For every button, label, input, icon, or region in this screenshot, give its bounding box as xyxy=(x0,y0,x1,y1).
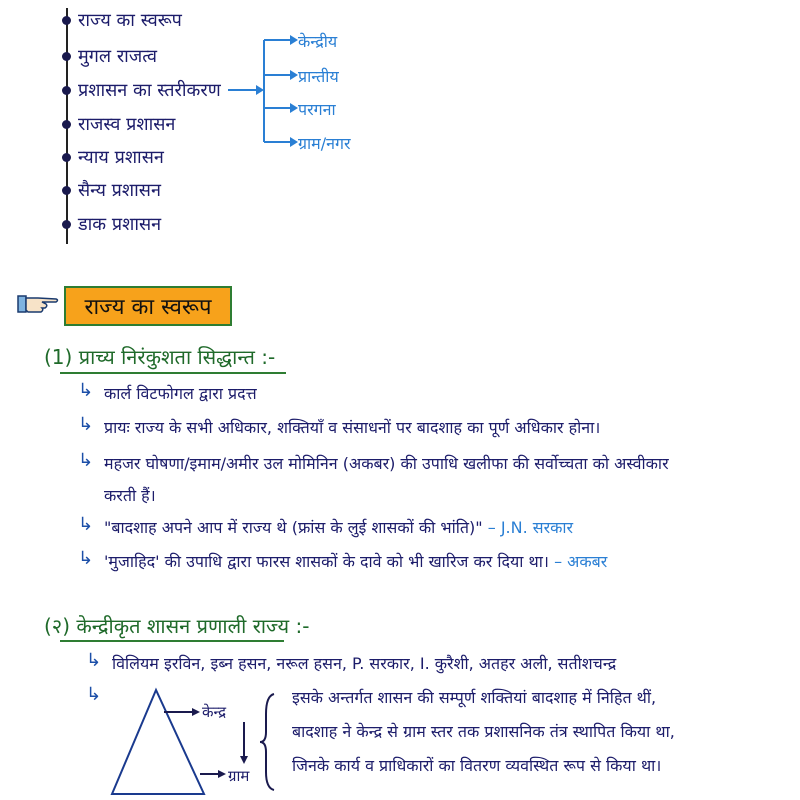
bullet-dot xyxy=(62,86,71,95)
attribution: – J.N. सरकार xyxy=(487,518,574,537)
branch-connector xyxy=(228,30,308,150)
point-text: महजर घोषणा/इमाम/अमीर उल मोमिनिन (अकबर) की उपाधि खलीफा की सर्वोच्चता को अस्वीकार xyxy=(104,454,669,473)
point-text: कार्ल विटफोगल द्वारा प्रदत्त xyxy=(104,384,257,403)
point-text xyxy=(104,516,573,538)
description-line: जिनके कार्य व प्राधिकारों का वितरण व्यवस्थित रूप से किया था। xyxy=(292,756,662,775)
topic-label: न्याय प्रशासन xyxy=(78,147,164,168)
description-line: इसके अन्तर्गत शासन की सम्पूर्ण शक्तियां बादशाह में निहित थीं, xyxy=(292,688,657,707)
section1-title: (1) प्राच्य निरंकुशता सिद्धान्त :- xyxy=(44,345,276,369)
level-village-town: ग्राम/नगर xyxy=(298,134,351,153)
point-text-continued: करती हैं। xyxy=(104,486,156,505)
topic-label: प्रशासन का स्तरीकरण xyxy=(78,80,221,101)
bullet-dot xyxy=(62,153,71,162)
section2-title: (२) केन्द्रीकृत शासन प्रणाली राज्य :- xyxy=(44,614,310,638)
hook-arrow-icon: ↳ xyxy=(86,650,102,671)
level-provincial: प्रान्तीय xyxy=(298,67,339,86)
topic-label: सैन्य प्रशासन xyxy=(78,180,161,201)
mujahid-text: 'मुजाहिद' की उपाधि द्वारा फारस शासकों के दावे को भी खारिज कर दिया था। xyxy=(104,552,549,571)
topic-item xyxy=(62,108,175,140)
description-line: बादशाह ने केन्द्र से ग्राम स्तर तक प्रशासनिक तंत्र स्थापित किया था, xyxy=(292,722,675,741)
point-text xyxy=(104,550,607,572)
hook-arrow-icon: ↳ xyxy=(86,684,102,705)
topic-label: राजस्व प्रशासन xyxy=(78,114,176,135)
hook-arrow-icon: ↳ xyxy=(78,380,94,401)
bullet-dot xyxy=(62,120,71,129)
bullet-dot xyxy=(62,220,71,229)
section1-underline xyxy=(60,372,286,374)
attribution: – अकबर xyxy=(554,552,608,571)
bullet-dot xyxy=(62,186,71,195)
hook-arrow-icon: ↳ xyxy=(78,450,94,471)
triangle-label-village: ग्राम xyxy=(228,767,250,785)
section2-underline xyxy=(60,640,284,642)
pointing-hand-icon xyxy=(16,290,60,318)
triangle-label-centre: केन्द्र xyxy=(202,703,227,721)
hook-arrow-icon: ↳ xyxy=(78,548,94,569)
level-central: केन्द्रीय xyxy=(298,32,338,51)
topic-label: राज्य का स्वरूप xyxy=(78,10,182,31)
topic-label: डाक प्रशासन xyxy=(78,214,162,235)
topic-item xyxy=(62,174,161,206)
topic-item xyxy=(62,4,182,36)
topic-item xyxy=(62,141,164,173)
bullet-dot xyxy=(62,52,71,61)
topic-label: मुगल राजत्व xyxy=(78,46,157,67)
bullet-dot xyxy=(62,16,71,25)
historians-list: विलियम इरविन, इब्न हसन, नरूल हसन, P. सरकार, I. कुरैशी, अतहर अली, सतीशचन्द्र xyxy=(112,654,617,673)
topic-item xyxy=(62,208,161,240)
hierarchy-triangle-diagram xyxy=(100,684,280,800)
topic-item xyxy=(62,40,157,72)
topic-item xyxy=(62,74,221,106)
point-text: प्रायः राज्य के सभी अधिकार, शक्तियाँ व संसाधनों पर बादशाह का पूर्ण अधिकार होना। xyxy=(104,418,601,437)
hook-arrow-icon: ↳ xyxy=(78,514,94,535)
level-pargana: परगना xyxy=(298,100,336,119)
section-heading: राज्य का स्वरूप xyxy=(64,286,232,326)
quote-text: "बादशाह अपने आप में राज्य थे (फ्रांस के लुई शासकों की भांति)" xyxy=(104,518,483,537)
hook-arrow-icon: ↳ xyxy=(78,414,94,435)
